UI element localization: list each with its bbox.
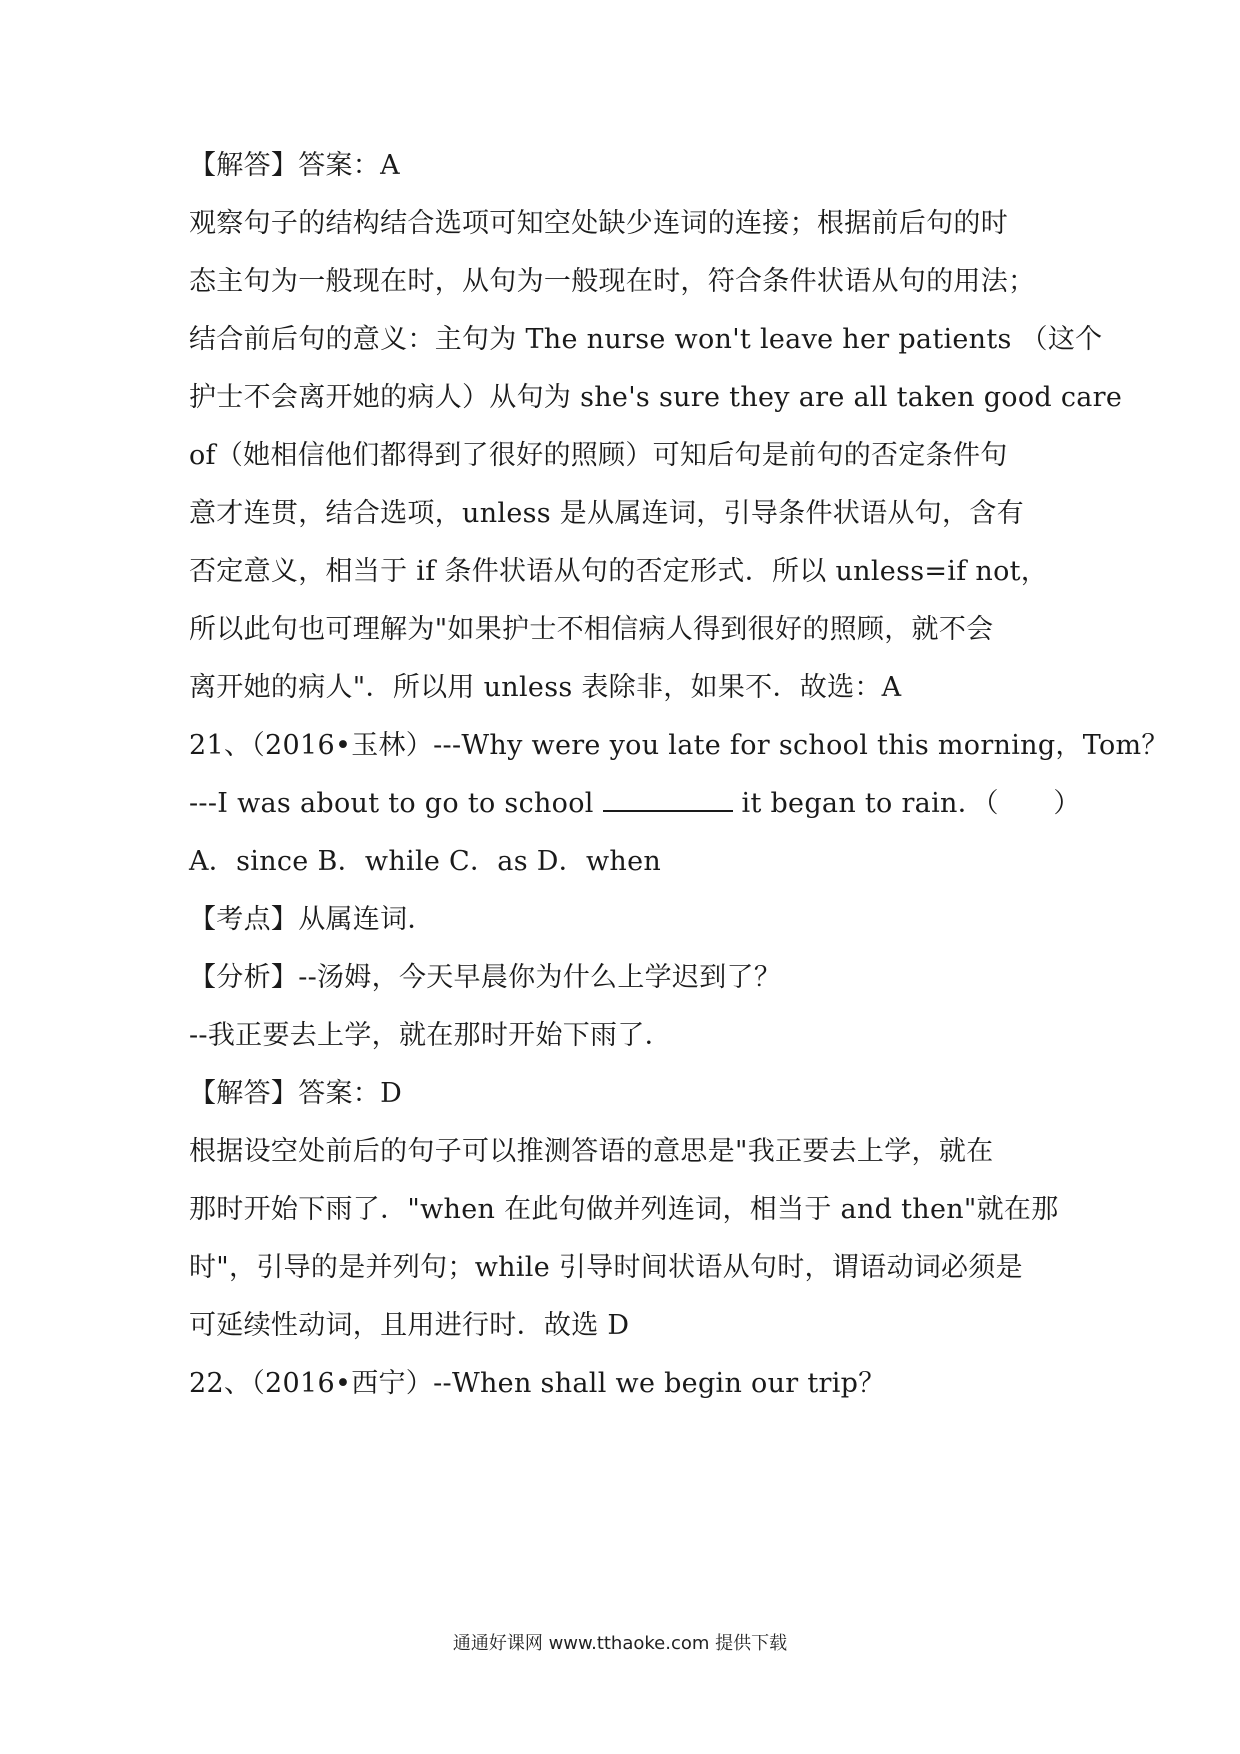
analysis-line: 【分析】--汤姆，今天早晨你为什么上学迟到了？ bbox=[189, 962, 782, 993]
question-21-stem: 21、（2016•玉林）---Why were you late for school this morning，Tom？ bbox=[189, 730, 1169, 761]
explanation-line: 离开她的病人"．所以用 unless 表除非，如果不．故选：A bbox=[189, 672, 902, 703]
answer-blank bbox=[603, 784, 733, 812]
answer-heading-21: 【解答】答案：D bbox=[189, 1078, 403, 1109]
explanation-line: 那时开始下雨了．"when 在此句做并列连词，相当于 and then"就在那 bbox=[189, 1194, 1059, 1225]
explanation-line: 态主句为一般现在时，从句为一般现在时，符合条件状语从句的用法； bbox=[189, 266, 1036, 297]
explanation-line: 结合前后句的意义：主句为 The nurse won't leave her patients （这个 bbox=[189, 324, 1103, 355]
answer-heading-20: 【解答】答案：A bbox=[189, 150, 400, 181]
explanation-line: 观察句子的结构结合选项可知空处缺少连词的连接；根据前后句的时 bbox=[189, 208, 1008, 239]
explanation-line: 可延续性动词，且用进行时．故选 D bbox=[189, 1310, 630, 1341]
question-21-response bbox=[189, 784, 1081, 824]
explanation-line: 护士不会离开她的病人）从句为 she's sure they are all taken good care bbox=[189, 382, 1123, 413]
analysis-line: --我正要去上学，就在那时开始下雨了． bbox=[189, 1020, 672, 1051]
explanation-line: 意才连贯，结合选项，unless 是从属连词，引导条件状语从句，含有 bbox=[189, 498, 1024, 529]
question-22-stem: 22、（2016•西宁）--When shall we begin our trip？ bbox=[189, 1368, 886, 1399]
explanation-line: 否定意义，相当于 if 条件状语从句的否定形式．所以 unless=if not， bbox=[189, 556, 1049, 587]
explanation-line: of（她相信他们都得到了很好的照顾）可知后句是前句的否定条件句 bbox=[189, 440, 1008, 471]
explanation-line: 所以此句也可理解为"如果护士不相信病人得到很好的照顾，就不会 bbox=[189, 614, 994, 645]
page-footer: 通通好课网 www.tthaoke.com 提供下载 bbox=[452, 1633, 788, 1654]
explanation-line: 根据设空处前后的句子可以推测答语的意思是"我正要去上学，就在 bbox=[189, 1136, 994, 1167]
test-point: 【考点】从属连词． bbox=[189, 904, 435, 935]
explanation-line: 时"，引导的是并列句；while 引导时间状语从句时，谓语动词必须是 bbox=[189, 1252, 1023, 1283]
question-21-response-after: it began to rain．（ ） bbox=[732, 788, 1081, 819]
question-21-response-before: ---I was about to go to school bbox=[189, 788, 603, 819]
question-21-options: A．since B．while C．as D．when bbox=[189, 846, 662, 877]
